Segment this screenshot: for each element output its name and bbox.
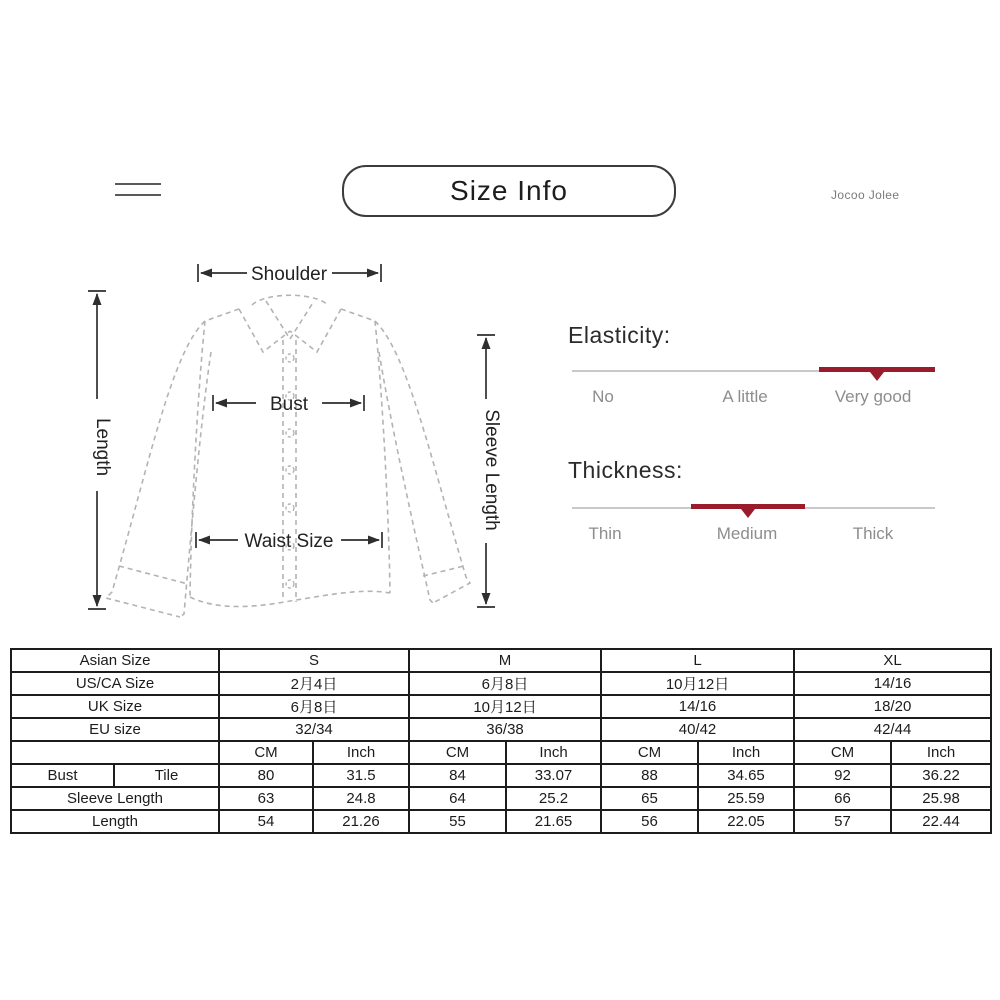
table-cell: 25.59 [698, 787, 794, 810]
table-cell: 42/44 [794, 718, 991, 741]
thickness-option-thick: Thick [852, 524, 894, 543]
table-cell: 36/38 [409, 718, 601, 741]
table-cell: 36.22 [891, 764, 991, 787]
table-cell: 55 [409, 810, 506, 833]
sleeve-length-arrow [477, 335, 502, 607]
elasticity-option-no: No [592, 387, 614, 406]
shirt-measurement-diagram [60, 250, 520, 635]
thickness-heading: Thickness: [568, 457, 683, 483]
table-cell: 84 [409, 764, 506, 787]
row-label: UK Size [11, 695, 219, 718]
table-cell: 10月12日 [409, 695, 601, 718]
table-cell: 57 [794, 810, 891, 833]
thickness-option-thin: Thin [588, 524, 622, 543]
table-cell: 2月4日 [219, 672, 409, 695]
double-line-decoration [115, 183, 161, 205]
elasticity-option-a-little: A little [722, 387, 768, 406]
length-arrow [88, 291, 113, 609]
table-cell: 18/20 [794, 695, 991, 718]
table-cell: 25.98 [891, 787, 991, 810]
table-cell: Inch [891, 741, 991, 764]
table-row-uk-size [11, 695, 991, 718]
table-cell: 92 [794, 764, 891, 787]
row-label: US/CA Size [11, 672, 219, 695]
table-cell: 24.8 [313, 787, 409, 810]
row-label [11, 741, 219, 764]
table-cell: 25.2 [506, 787, 601, 810]
table-cell: 33.07 [506, 764, 601, 787]
bust-arrow [213, 394, 364, 415]
shoulder-arrow [198, 264, 381, 285]
table-cell: 6月8日 [219, 695, 409, 718]
elasticity-heading: Elasticity: [568, 322, 671, 348]
table-cell: 10月12日 [601, 672, 794, 695]
table-cell: L [601, 649, 794, 672]
thickness-scale [572, 504, 935, 552]
table-cell: 14/16 [794, 672, 991, 695]
table-row-usca-size [11, 672, 991, 695]
table-cell: Inch [698, 741, 794, 764]
table-cell: M [409, 649, 601, 672]
table-cell: 21.65 [506, 810, 601, 833]
table-cell: 88 [601, 764, 698, 787]
brand-name: Jocoo Jolee [831, 188, 900, 202]
table-row-sleeve-length [11, 787, 991, 810]
table-cell: CM [219, 741, 313, 764]
table-cell: CM [794, 741, 891, 764]
thickness-option-medium: Medium [716, 524, 778, 543]
page-title: Size Info [342, 165, 676, 217]
table-cell: 65 [601, 787, 698, 810]
table-cell: 66 [794, 787, 891, 810]
shirt-illustration [106, 295, 470, 617]
button-placket [286, 354, 294, 588]
waist-size-arrow [196, 531, 382, 552]
row-label: Tile [114, 764, 219, 787]
table-cell: 31.5 [313, 764, 409, 787]
elasticity-option-very-good: Very good [834, 387, 912, 406]
table-cell: 40/42 [601, 718, 794, 741]
table-cell: 21.26 [313, 810, 409, 833]
table-row-units [11, 741, 991, 764]
size-table [10, 648, 992, 834]
table-cell: 56 [601, 810, 698, 833]
table-row-length [11, 810, 991, 833]
row-label: Bust [11, 764, 114, 787]
table-cell: CM [601, 741, 698, 764]
length-label: Length [92, 417, 113, 477]
sleeve-length-label: Sleeve Length [481, 409, 502, 531]
table-cell: CM [409, 741, 506, 764]
row-label: EU size [11, 718, 219, 741]
selected-marker-icon [870, 372, 884, 381]
table-cell: 32/34 [219, 718, 409, 741]
row-label: Length [11, 810, 219, 833]
selected-marker-icon [741, 509, 755, 518]
bust-label: Bust [269, 394, 309, 415]
table-row-asian-size [11, 649, 991, 672]
table-row-bust [11, 764, 991, 787]
table-row-eu-size [11, 718, 991, 741]
table-cell: Inch [506, 741, 601, 764]
table-cell: 34.65 [698, 764, 794, 787]
table-cell: 54 [219, 810, 313, 833]
row-label: Asian Size [11, 649, 219, 672]
row-label: Sleeve Length [11, 787, 219, 810]
table-cell: XL [794, 649, 991, 672]
table-cell: 80 [219, 764, 313, 787]
table-cell: 63 [219, 787, 313, 810]
table-cell: 64 [409, 787, 506, 810]
elasticity-scale [572, 367, 935, 415]
table-cell: 6月8日 [409, 672, 601, 695]
waist-size-label: Waist Size [244, 531, 334, 552]
table-cell: S [219, 649, 409, 672]
table-cell: 22.44 [891, 810, 991, 833]
table-cell: Inch [313, 741, 409, 764]
shoulder-label: Shoulder [250, 264, 328, 285]
table-cell: 14/16 [601, 695, 794, 718]
table-cell: 22.05 [698, 810, 794, 833]
